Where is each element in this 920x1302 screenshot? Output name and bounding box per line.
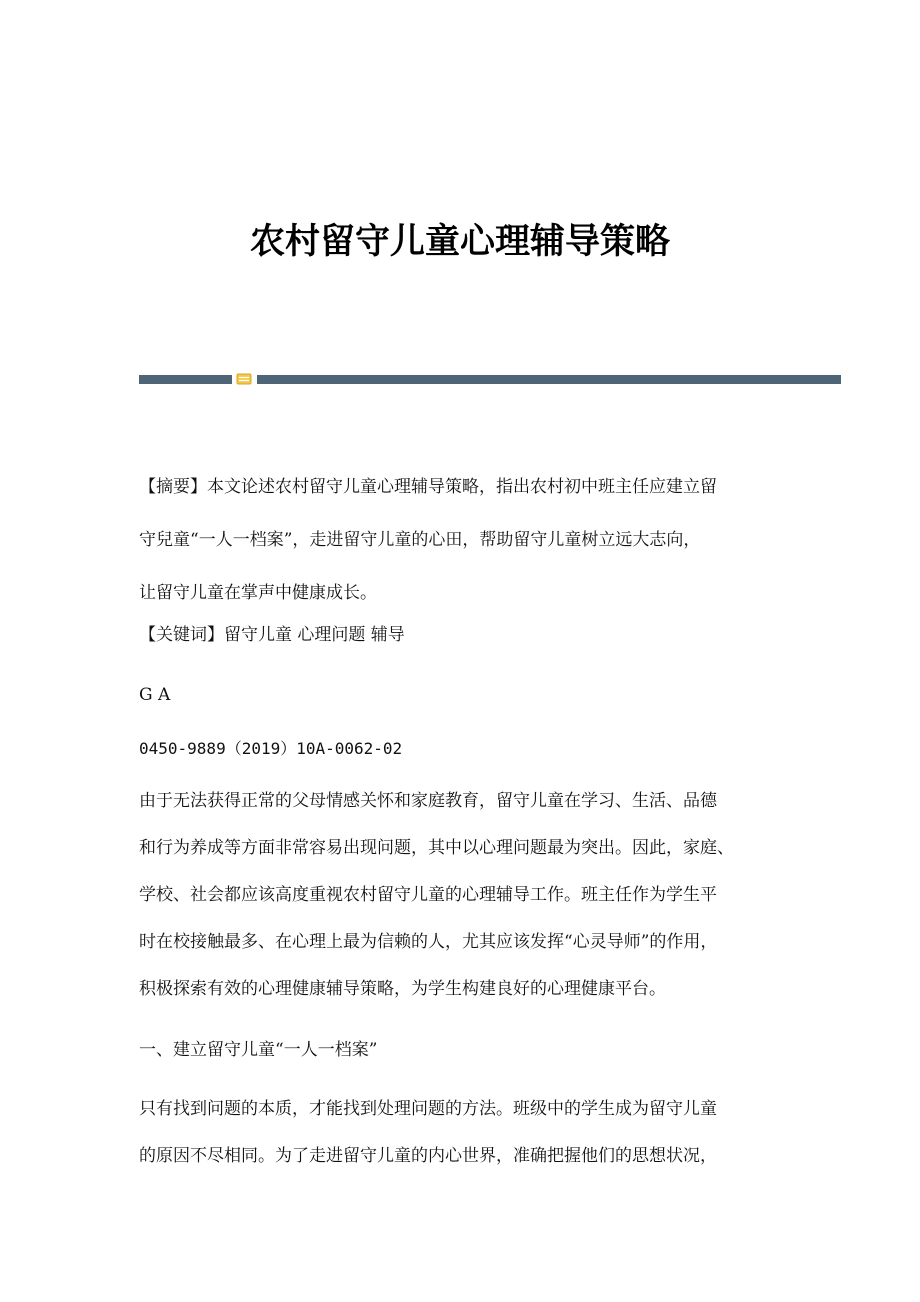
section-line: 的原因不尽相同。为了走进留守儿童的内心世界，准确把握他们的思想状况， (139, 1146, 717, 1166)
section-line: 只有找到问题的本质，才能找到处理问题的方法。班级中的学生成为留守儿童 (139, 1099, 717, 1119)
divider-ornament-icon (236, 373, 252, 385)
document-title: 农村留守儿童心理辅导策略 (249, 221, 670, 262)
intro-line: 和行为养成等方面非常容易出现问题，其中以心理问题最为突出。因此，家庭、 (139, 838, 734, 858)
section-heading: 一、建立留守儿童“一人一档案” (139, 1040, 378, 1060)
divider-right-segment (257, 375, 841, 384)
keywords-line: 【关键词】留守儿童 心理问题 辅导 (139, 625, 405, 645)
abstract-line: 让留守儿童在掌声中健康成长。 (139, 583, 377, 603)
classification-line: G A (139, 685, 171, 705)
abstract-line: 守兒童“一人一档案”，走进留守儿童的心田，帮助留守儿童树立远大志向， (139, 530, 701, 550)
divider-left-segment (139, 375, 232, 384)
decorative-divider (139, 375, 841, 384)
abstract-line: 【摘要】本文论述农村留守儿童心理辅导策略，指出农村初中班主任应建立留 (139, 477, 717, 497)
article-code-line: 0450-9889（2019）10A-0062-02 (139, 739, 403, 758)
intro-paragraph (139, 788, 799, 1023)
intro-line: 由于无法获得正常的父母情感关怀和家庭教育，留守儿童在学习、生活、品德 (139, 791, 717, 811)
intro-line: 积极探索有效的心理健康辅导策略，为学生构建良好的心理健康平台。 (139, 979, 666, 999)
section-paragraph (139, 1096, 799, 1190)
intro-line: 时在校接触最多、在心理上最为信赖的人，尤其应该发挥“心灵导师”的作用， (139, 932, 718, 952)
intro-line: 学校、社会都应该高度重视农村留守儿童的心理辅导工作。班主任作为学生平 (139, 885, 717, 905)
abstract-paragraph (139, 470, 799, 611)
